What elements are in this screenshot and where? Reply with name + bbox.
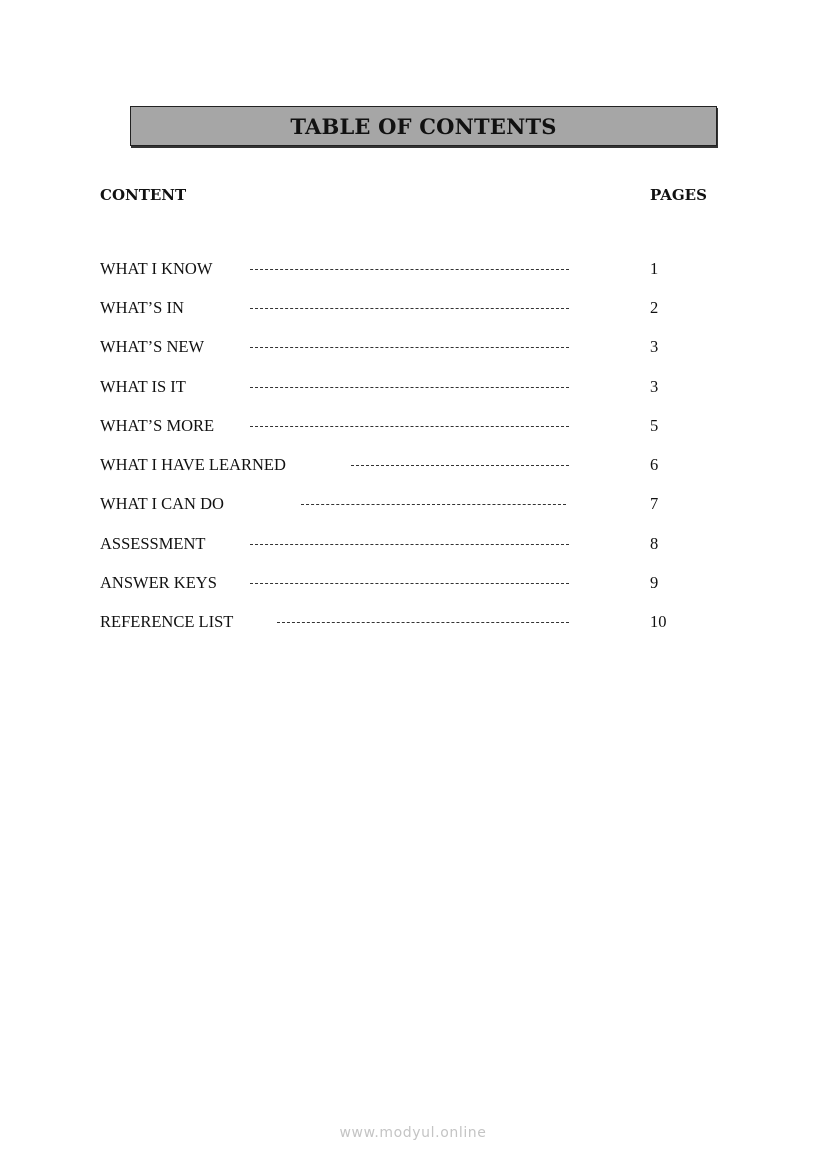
toc-entry-page: 3 [650,337,659,356]
dot-leader [250,544,569,545]
toc-entry-page: 6 [650,455,659,474]
toc-entry-whats-in[interactable] [0,298,826,320]
page-title: TABLE OF CONTENTS [290,113,557,139]
toc-entry-page: 2 [650,298,659,317]
toc-entry-page: 3 [650,377,659,396]
toc-entry-whats-more[interactable] [0,416,826,438]
content-column-header: CONTENT [100,186,187,204]
dot-leader [250,387,569,388]
toc-entry-label: REFERENCE LIST [100,612,234,631]
dot-leader [351,465,569,466]
toc-entry-page: 9 [650,573,659,592]
toc-entry-page: 8 [650,534,659,553]
toc-entry-reference-list[interactable] [0,612,826,634]
toc-entry-page: 1 [650,259,659,278]
toc-entry-label: WHAT’S MORE [100,416,215,435]
toc-entry-answer-keys[interactable] [0,573,826,595]
toc-entry-what-i-know[interactable] [0,259,826,281]
toc-entry-label: WHAT I CAN DO [100,494,224,513]
toc-entry-label: ASSESSMENT [100,534,206,553]
toc-entry-what-i-can-do[interactable] [0,494,826,516]
toc-entry-label: WHAT I HAVE LEARNED [100,455,286,474]
toc-entry-label: WHAT IS IT [100,377,186,396]
dot-leader [301,504,566,505]
dot-leader [250,308,569,309]
toc-entry-label: WHAT’S IN [100,298,184,317]
toc-entry-what-i-have-learned[interactable] [0,455,826,477]
toc-entry-whats-new[interactable] [0,337,826,359]
dot-leader [250,426,569,427]
dot-leader [250,347,569,348]
watermark-url: www.modyul.online [339,1125,487,1141]
toc-entry-label: WHAT I KNOW [100,259,213,278]
toc-entry-label: ANSWER KEYS [100,573,217,592]
toc-entry-what-is-it[interactable] [0,377,826,399]
toc-entry-assessment[interactable] [0,534,826,556]
dot-leader [250,269,569,270]
dot-leader [277,622,569,623]
dot-leader [250,583,569,584]
toc-entry-page: 5 [650,416,659,435]
toc-entry-page: 7 [650,494,659,513]
pages-column-header: PAGES [650,186,707,204]
toc-entry-label: WHAT’S NEW [100,337,205,356]
title-banner [130,106,717,146]
toc-entry-page: 10 [650,612,667,631]
